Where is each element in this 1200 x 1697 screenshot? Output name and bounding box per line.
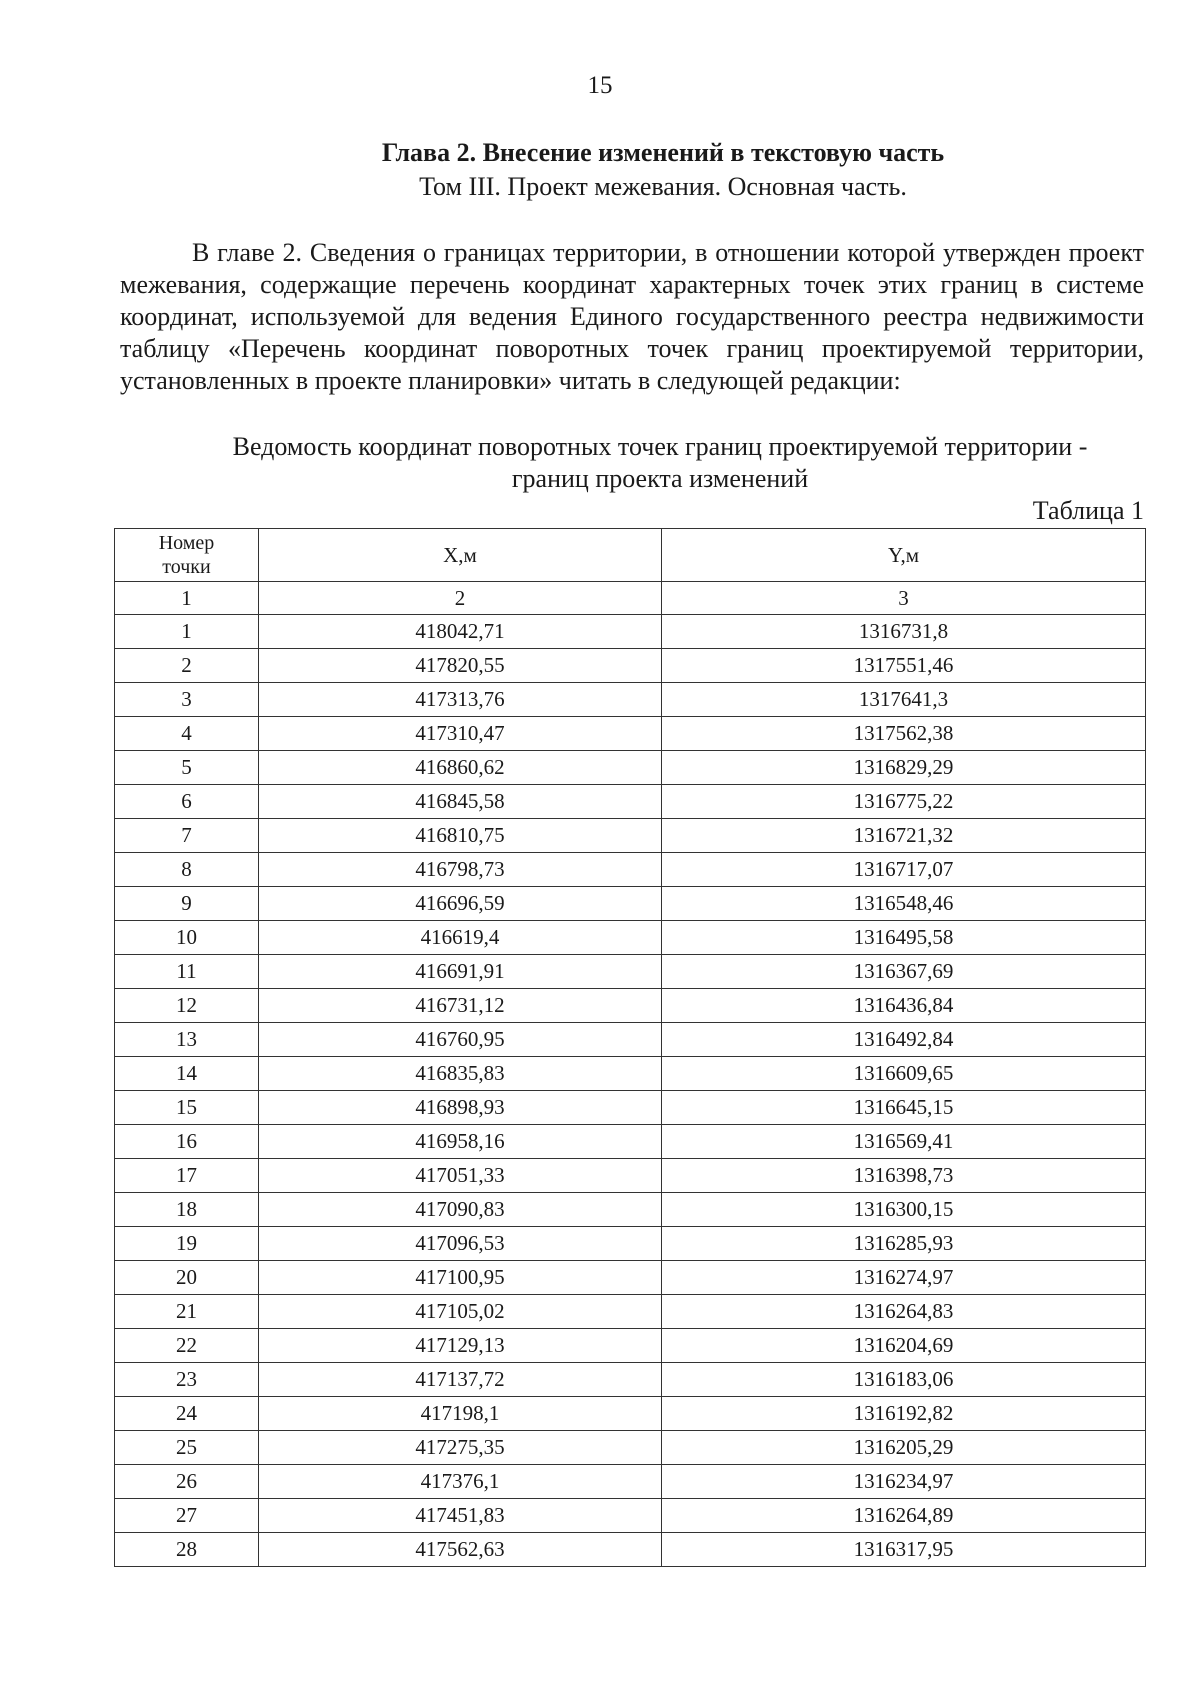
cell-y: 1316234,97 (662, 1465, 1146, 1499)
header-point-number (115, 529, 259, 582)
table-row (115, 1533, 1146, 1567)
table-row (115, 1329, 1146, 1363)
cell-point-number: 28 (115, 1533, 259, 1567)
cell-y: 1316300,15 (662, 1193, 1146, 1227)
table-row (115, 989, 1146, 1023)
table-row (115, 1465, 1146, 1499)
cell-x: 416845,58 (259, 785, 662, 819)
cell-x: 417090,83 (259, 1193, 662, 1227)
table-row (115, 649, 1146, 683)
table-row (115, 853, 1146, 887)
cell-point-number: 19 (115, 1227, 259, 1261)
cell-x: 417198,1 (259, 1397, 662, 1431)
table-row (115, 887, 1146, 921)
cell-y: 1317641,3 (662, 683, 1146, 717)
cell-y: 1316721,32 (662, 819, 1146, 853)
cell-y: 1316569,41 (662, 1125, 1146, 1159)
chapter-title: Глава 2. Внесение изменений в текстовую часть (381, 138, 945, 167)
cell-x: 417137,72 (259, 1363, 662, 1397)
table-heading-line1: Ведомость координат поворотных точек границ проектируемой территории - (232, 432, 1088, 461)
table-row (115, 1499, 1146, 1533)
cell-point-number: 22 (115, 1329, 259, 1363)
column-number: 2 (259, 582, 662, 615)
table-row (115, 1431, 1146, 1465)
cell-y: 1316548,46 (662, 887, 1146, 921)
cell-point-number: 10 (115, 921, 259, 955)
cell-point-number: 23 (115, 1363, 259, 1397)
coordinates-table (114, 528, 1146, 1567)
cell-x: 417105,02 (259, 1295, 662, 1329)
cell-point-number: 12 (115, 989, 259, 1023)
table-row (115, 1363, 1146, 1397)
cell-y: 1316317,95 (662, 1533, 1146, 1567)
cell-point-number: 25 (115, 1431, 259, 1465)
table-row (115, 921, 1146, 955)
header-x: X,м (259, 529, 662, 582)
header-point-number-line2: точки (162, 556, 211, 578)
table-row (115, 1023, 1146, 1057)
header-y: Y,м (662, 529, 1146, 582)
column-number: 1 (115, 582, 259, 615)
cell-x: 417096,53 (259, 1227, 662, 1261)
cell-y: 1317551,46 (662, 649, 1146, 683)
body-paragraph: В главе 2. Сведения о границах территории, в отношении которой утвержден проект межевания, содержащие перечень координат характерных точек этих границ в системе координат, используемой для ведения Единого государственного реестра недвижимости таблицу «Перечень координат поворотных точек границ проектируемой территории, установленных в проекте планировки» читать в следующей редакции: (120, 238, 1144, 395)
table-heading (190, 431, 1130, 495)
table-row (115, 819, 1146, 853)
cell-x: 416810,75 (259, 819, 662, 853)
column-numbers-row (115, 582, 1146, 615)
cell-x: 416860,62 (259, 751, 662, 785)
cell-y: 1317562,38 (662, 717, 1146, 751)
cell-point-number: 4 (115, 717, 259, 751)
cell-x: 418042,71 (259, 615, 662, 649)
header-point-number-line1: Номер (158, 532, 215, 554)
table-row (115, 751, 1146, 785)
cell-x: 417562,63 (259, 1533, 662, 1567)
cell-point-number: 2 (115, 649, 259, 683)
cell-y: 1316398,73 (662, 1159, 1146, 1193)
table-body (115, 615, 1146, 1567)
cell-point-number: 16 (115, 1125, 259, 1159)
cell-y: 1316192,82 (662, 1397, 1146, 1431)
table-caption: Таблица 1 (1032, 496, 1144, 525)
cell-x: 416619,4 (259, 921, 662, 955)
page-number: 15 (587, 72, 613, 99)
cell-point-number: 5 (115, 751, 259, 785)
table-row (115, 1193, 1146, 1227)
cell-y: 1316285,93 (662, 1227, 1146, 1261)
table-row (115, 785, 1146, 819)
table-header-row (115, 529, 1146, 582)
cell-point-number: 21 (115, 1295, 259, 1329)
cell-point-number: 14 (115, 1057, 259, 1091)
table-row (115, 717, 1146, 751)
table-row (115, 955, 1146, 989)
table-row (115, 1295, 1146, 1329)
cell-x: 417820,55 (259, 649, 662, 683)
table-row (115, 1261, 1146, 1295)
cell-y: 1316717,07 (662, 853, 1146, 887)
cell-point-number: 24 (115, 1397, 259, 1431)
cell-point-number: 6 (115, 785, 259, 819)
cell-point-number: 3 (115, 683, 259, 717)
cell-x: 417129,13 (259, 1329, 662, 1363)
cell-point-number: 13 (115, 1023, 259, 1057)
cell-point-number: 26 (115, 1465, 259, 1499)
cell-y: 1316775,22 (662, 785, 1146, 819)
table-row (115, 1397, 1146, 1431)
cell-x: 416898,93 (259, 1091, 662, 1125)
cell-x: 416958,16 (259, 1125, 662, 1159)
cell-x: 416731,12 (259, 989, 662, 1023)
cell-x: 417313,76 (259, 683, 662, 717)
cell-x: 416798,73 (259, 853, 662, 887)
cell-y: 1316204,69 (662, 1329, 1146, 1363)
cell-y: 1316492,84 (662, 1023, 1146, 1057)
cell-y: 1316436,84 (662, 989, 1146, 1023)
table-heading-line2: границ проекта изменений (511, 464, 809, 493)
table-row (115, 615, 1146, 649)
cell-point-number: 11 (115, 955, 259, 989)
chapter-subtitle: Том III. Проект межевания. Основная часть. (419, 172, 907, 201)
cell-point-number: 18 (115, 1193, 259, 1227)
cell-x: 417451,83 (259, 1499, 662, 1533)
cell-x: 417376,1 (259, 1465, 662, 1499)
cell-point-number: 27 (115, 1499, 259, 1533)
cell-point-number: 8 (115, 853, 259, 887)
cell-y: 1316274,97 (662, 1261, 1146, 1295)
cell-x: 417100,95 (259, 1261, 662, 1295)
cell-x: 416691,91 (259, 955, 662, 989)
cell-y: 1316495,58 (662, 921, 1146, 955)
table-row (115, 1057, 1146, 1091)
cell-y: 1316829,29 (662, 751, 1146, 785)
column-number: 3 (662, 582, 1146, 615)
table-row (115, 1159, 1146, 1193)
table-row (115, 1091, 1146, 1125)
cell-x: 417275,35 (259, 1431, 662, 1465)
cell-x: 417310,47 (259, 717, 662, 751)
cell-point-number: 7 (115, 819, 259, 853)
cell-point-number: 1 (115, 615, 259, 649)
cell-y: 1316205,29 (662, 1431, 1146, 1465)
cell-y: 1316367,69 (662, 955, 1146, 989)
cell-x: 417051,33 (259, 1159, 662, 1193)
cell-y: 1316609,65 (662, 1057, 1146, 1091)
cell-y: 1316645,15 (662, 1091, 1146, 1125)
cell-y: 1316183,06 (662, 1363, 1146, 1397)
cell-y: 1316264,89 (662, 1499, 1146, 1533)
cell-point-number: 15 (115, 1091, 259, 1125)
cell-y: 1316731,8 (662, 615, 1146, 649)
cell-point-number: 17 (115, 1159, 259, 1193)
cell-point-number: 20 (115, 1261, 259, 1295)
cell-point-number: 9 (115, 887, 259, 921)
cell-x: 416696,59 (259, 887, 662, 921)
table-row (115, 1125, 1146, 1159)
cell-x: 416760,95 (259, 1023, 662, 1057)
cell-x: 416835,83 (259, 1057, 662, 1091)
cell-y: 1316264,83 (662, 1295, 1146, 1329)
table-row (115, 1227, 1146, 1261)
table-row (115, 683, 1146, 717)
